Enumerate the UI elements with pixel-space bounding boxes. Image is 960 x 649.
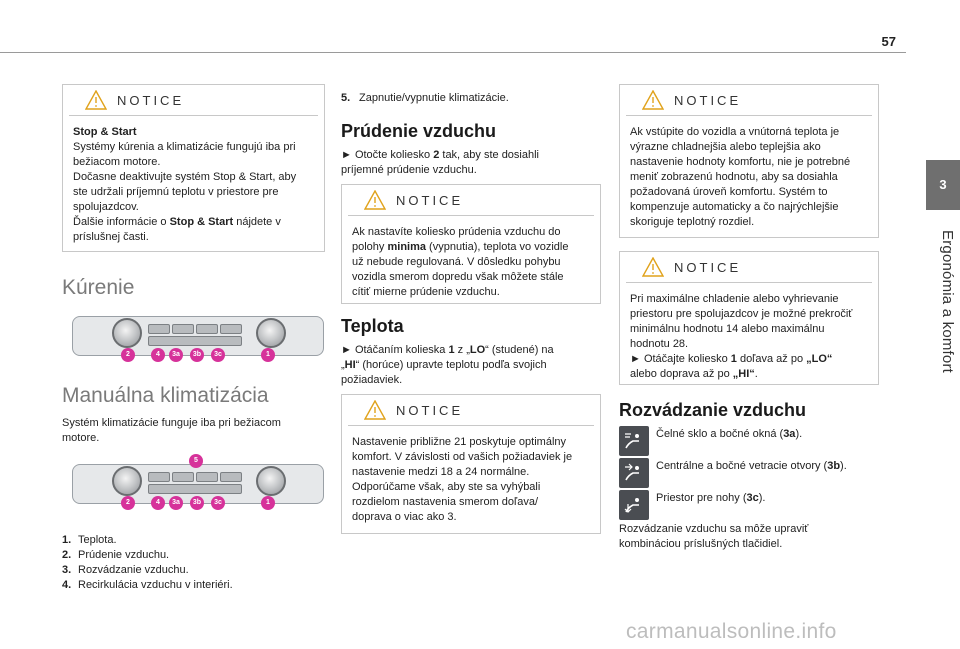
- text-bold: 1: [448, 344, 455, 356]
- notice-temperature: [341, 394, 601, 534]
- callout-badge: 3a: [169, 348, 183, 362]
- notice-line: ste udržali príjemnú teplotu v priestore pre: [73, 186, 279, 198]
- footwell-icon: [619, 490, 649, 520]
- text-run: ► Otáčajte koliesko: [630, 353, 731, 365]
- control-panel-image-2: [68, 452, 326, 514]
- callout-badge: 4: [151, 348, 165, 362]
- temperature-text: [341, 343, 603, 388]
- warning-icon: [642, 90, 664, 110]
- page-number: 57: [881, 34, 896, 49]
- control-panel-image-1: [68, 312, 326, 364]
- panel-button: [148, 484, 242, 494]
- list-text: Rozvádzanie vzduchu.: [78, 564, 189, 576]
- dist-item-footwell: [656, 491, 765, 506]
- text-run: ► Otočte koliesko: [341, 149, 434, 161]
- list-item: [62, 548, 233, 563]
- notice-body: [620, 116, 878, 236]
- notice-line: požadovaná úroveň komfortu. Systém to: [630, 186, 828, 198]
- notice-header: [69, 85, 318, 116]
- notice-max-range: [619, 251, 879, 385]
- notice-line: Odporúčame však, aby ste sa vyhýbali: [352, 481, 541, 493]
- knob-temperature: [256, 318, 286, 348]
- panel-button: [148, 336, 242, 346]
- knob-airflow: [112, 318, 142, 348]
- text-run: ).: [795, 428, 803, 440]
- list-text: Zapnutie/vypnutie klimatizácie.: [359, 92, 509, 104]
- text-run: alebo doprava až po: [630, 368, 733, 380]
- list-number: 1.: [62, 534, 72, 546]
- text-line: Rozvádzanie vzduchu sa môže upraviť: [619, 523, 809, 535]
- text-line: motore.: [62, 432, 100, 444]
- legend-list: [62, 533, 233, 593]
- notice-header: [626, 85, 872, 116]
- list-text: Prúdenie vzduchu.: [78, 549, 170, 561]
- dist-item-vents: [656, 459, 847, 474]
- heading-air-distribution: Rozvádzanie vzduchu: [619, 400, 807, 420]
- text-bold: HI: [344, 359, 356, 371]
- text-run: ).: [840, 460, 847, 472]
- text-bold: 3b: [827, 460, 841, 472]
- text-bold: „HI“: [732, 368, 755, 380]
- notice-header: [348, 395, 594, 426]
- notice-line: nastavenie medzi 18 a 24 normálne.: [352, 466, 530, 478]
- text-run: „: [341, 359, 345, 371]
- notice-line: priestoru pre spolujazdcov je možné prekročiť: [630, 308, 853, 320]
- face-vents-icon: [619, 458, 649, 488]
- warning-icon: [642, 257, 664, 277]
- notice-line: Dočasne deaktivujte systém Stop & Start, aby: [73, 171, 297, 183]
- heading-manual-ac: Manuálna klimatizácia: [62, 384, 269, 407]
- airflow-text: [341, 148, 601, 178]
- dist-item-windscreen: [656, 427, 802, 442]
- list-item-5: [341, 91, 509, 106]
- panel-button: [196, 324, 218, 334]
- notice-title: NOTICE: [674, 259, 742, 275]
- text-run: tak, aby ste dosiahli: [439, 149, 539, 161]
- panel-button: [220, 324, 242, 334]
- text-line: príjemné prúdenie vzduchu.: [341, 164, 477, 176]
- header-rule: [0, 52, 906, 53]
- text-bold: Stop & Start: [169, 216, 234, 228]
- notice-line: Pri maximálne chladenie alebo vyhrievanie: [630, 293, 839, 305]
- panel-button: [172, 472, 194, 482]
- list-number: 5.: [341, 92, 351, 104]
- callout-badge: 2: [121, 496, 135, 510]
- text-bold: „LO“: [806, 353, 833, 365]
- notice-line: nastavenie hodnoty komfortu, nie je potrebné: [630, 156, 851, 168]
- manual-ac-text: [62, 416, 281, 446]
- panel-button: [148, 324, 170, 334]
- distribution-footer: [619, 522, 808, 552]
- text-run: Ďalšie informácie o: [73, 216, 170, 228]
- text-bold: 3a: [783, 428, 796, 440]
- text-run: z „: [454, 344, 470, 356]
- panel-button: [196, 472, 218, 482]
- notice-body: [63, 116, 324, 251]
- notice-line: bežiacom motore.: [73, 156, 161, 168]
- notice-line: kompenzuje automaticky a čo najrýchlejšie: [630, 201, 839, 213]
- notice-line: príslušnej časti.: [73, 231, 149, 243]
- text-run: ► Otáčaním kolieska: [341, 344, 449, 356]
- windscreen-demist-icon: [619, 426, 649, 456]
- text-bold: 1: [730, 353, 737, 365]
- callout-badge: 3b: [190, 496, 204, 510]
- text-run: .: [754, 368, 758, 380]
- warning-icon: [85, 90, 107, 110]
- notice-subtitle: Stop & Start: [73, 126, 137, 138]
- callout-badge: 3c: [211, 496, 225, 510]
- notice-body: [342, 216, 600, 306]
- panel-button: [172, 324, 194, 334]
- notice-line: hodnotu 28.: [630, 338, 689, 350]
- notice-title: NOTICE: [396, 192, 464, 208]
- text-run: Priestor pre nohy (: [656, 492, 747, 504]
- list-number: 2.: [62, 549, 72, 561]
- notice-line: komfort. V závislosti od vašich požiadaviek je: [352, 451, 573, 463]
- warning-icon: [364, 400, 386, 420]
- notice-line: skoriguje teplotný rozdiel.: [630, 216, 755, 228]
- chapter-title-vertical: [936, 230, 956, 430]
- heading-heating: Kúrenie: [62, 276, 135, 299]
- list-item: [62, 533, 233, 548]
- callout-badge: 1: [261, 496, 275, 510]
- notice-comfort: [619, 84, 879, 238]
- callout-badge: 4: [151, 496, 165, 510]
- chapter-tab[interactable]: 3: [926, 160, 960, 210]
- notice-title: NOTICE: [674, 92, 742, 108]
- callout-badge: 1: [261, 348, 275, 362]
- callout-badge: 3c: [211, 348, 225, 362]
- callout-badge: 3a: [169, 496, 183, 510]
- list-text: Recirkulácia vzduchu v interiéri.: [78, 579, 233, 591]
- notice-line: rozdielom nastavenia smerom doľava/: [352, 496, 539, 508]
- text-run: “ (horúce) upravte teplotu podľa svojich: [355, 359, 547, 371]
- notice-line: minimálnu hodnotu 14 alebo maximálnu: [630, 323, 825, 335]
- callout-badge: 2: [121, 348, 135, 362]
- heading-temperature: Teplota: [341, 316, 404, 336]
- panel-button: [220, 472, 242, 482]
- notice-line: vozidla smerom dopredu však môžete stále: [352, 271, 564, 283]
- notice-stop-start: [62, 84, 325, 252]
- knob-temperature: [256, 466, 286, 496]
- list-number: 3.: [62, 564, 72, 576]
- knob-airflow: [112, 466, 142, 496]
- notice-line: už nebude regulovaná. V dôsledku pohybu: [352, 256, 561, 268]
- text-line: požiadaviek.: [341, 374, 403, 386]
- list-item: [62, 563, 233, 578]
- text-run: polohy: [352, 241, 388, 253]
- text-bold: 3c: [746, 492, 759, 504]
- callout-badge: 5: [189, 454, 203, 468]
- text-bold: minima: [387, 241, 426, 253]
- chapter-title: Ergonómia a komfort: [939, 230, 956, 374]
- notice-line: Systémy kúrenia a klimatizácie fungujú iba pri: [73, 141, 296, 153]
- list-text: Teplota.: [78, 534, 117, 546]
- panel-button: [148, 472, 170, 482]
- heading-airflow: Prúdenie vzduchu: [341, 121, 497, 141]
- notice-body: [620, 283, 878, 388]
- text-run: “ (studené) na: [485, 344, 554, 356]
- text-bold: LO: [469, 344, 486, 356]
- notice-line: meniť zobrazenú hodnotu, aby sa dosiahla: [630, 171, 838, 183]
- notice-line: Ak nastavíte koliesko prúdenia vzduchu do: [352, 226, 561, 238]
- notice-title: NOTICE: [396, 402, 464, 418]
- notice-line: cítiť mierne prúdenie vzduchu.: [352, 286, 500, 298]
- text-run: (vypnutia), teplota vo vozidle: [426, 241, 569, 253]
- text-line: Systém klimatizácie funguje iba pri bežiacom: [62, 417, 281, 429]
- notice-body: [342, 426, 600, 531]
- text-line: kombináciou príslušných tlačidiel.: [619, 538, 783, 550]
- notice-line: spolujazdcov.: [73, 201, 139, 213]
- text-run: ).: [758, 492, 766, 504]
- text-run: doľava až po: [736, 353, 807, 365]
- list-item: [62, 578, 233, 593]
- notice-header: [348, 185, 594, 216]
- warning-icon: [364, 190, 386, 210]
- notice-header: [626, 252, 872, 283]
- notice-line: Nastavenie približne 21 poskytuje optimálny: [352, 436, 567, 448]
- text-run: Čelné sklo a bočné okná (: [656, 428, 784, 440]
- notice-airflow: [341, 184, 601, 304]
- callout-badge: 3b: [190, 348, 204, 362]
- text-run: nájdete v: [233, 216, 281, 228]
- text-run: Centrálne a bočné vetracie otvory (: [656, 460, 828, 472]
- list-number: 4.: [62, 579, 72, 591]
- watermark: carmanualsonline.info: [626, 620, 837, 643]
- text-bold: 2: [433, 149, 440, 161]
- notice-line: výrazne chladnejšia alebo teplejšia ako: [630, 141, 821, 153]
- notice-line: doprava o viac ako 3.: [352, 511, 457, 523]
- notice-line: Ak vstúpite do vozidla a vnútorná teplota je: [630, 126, 840, 138]
- notice-title: NOTICE: [117, 92, 185, 108]
